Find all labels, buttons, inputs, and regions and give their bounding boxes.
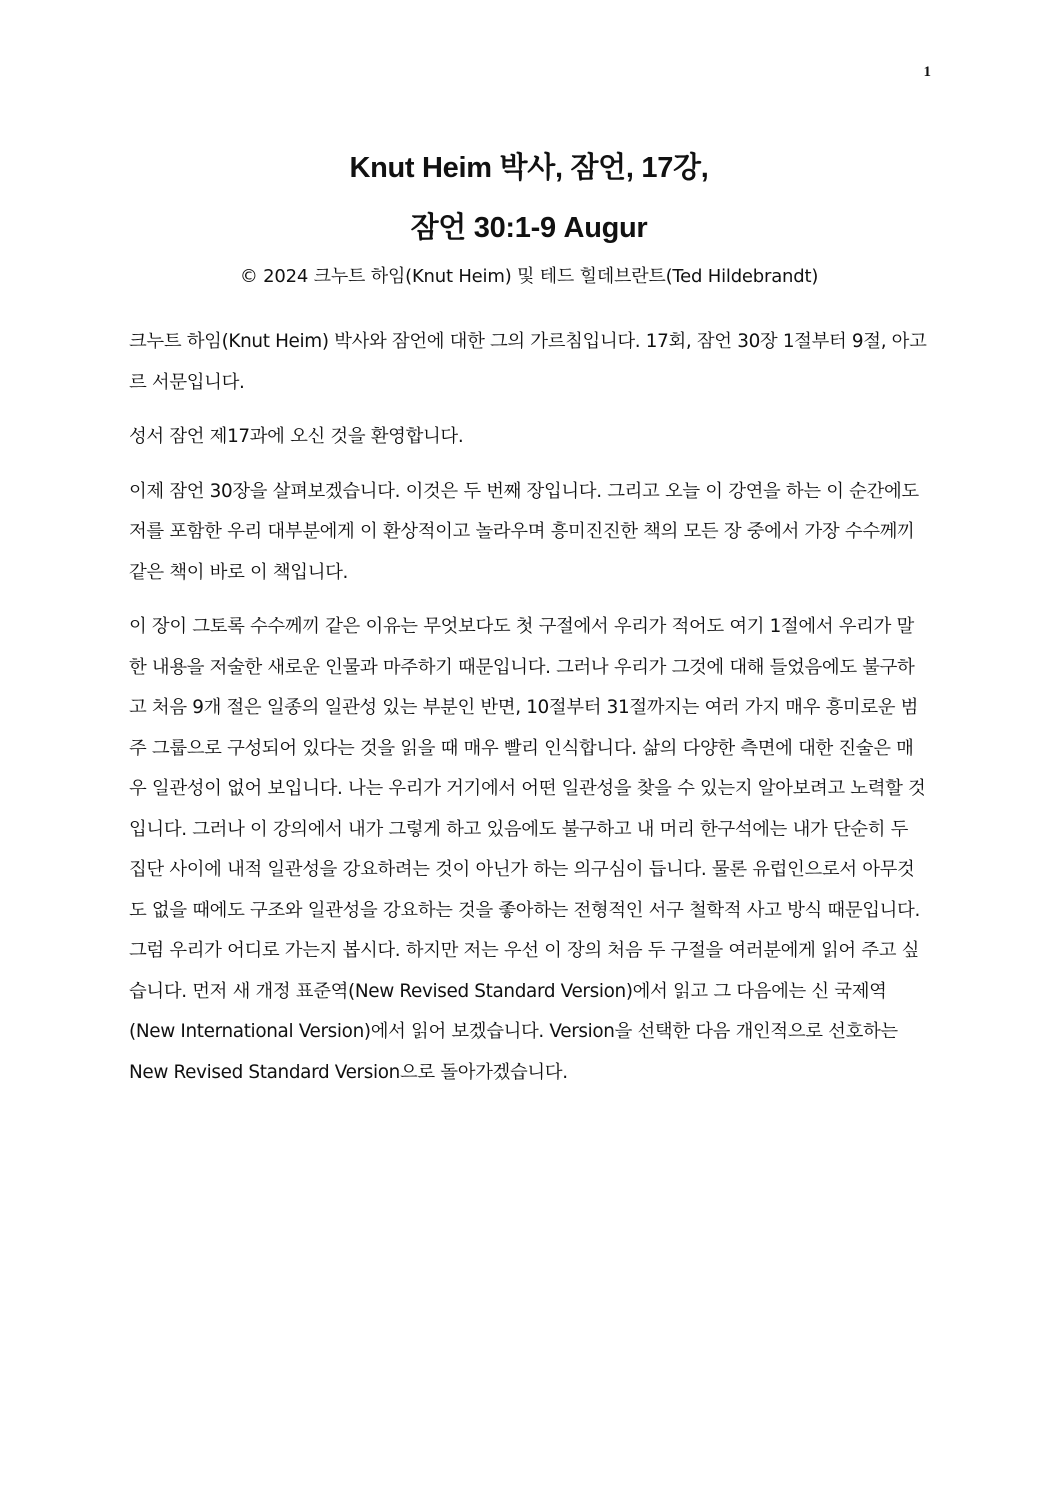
lecture-subtitle: 잠언 30:1-9 Augur	[410, 212, 648, 244]
paragraph-intro: 크누트 하임(Knut Heim) 박사와 잠언에 대한 그의 가르침입니다. 17회, 잠언 30장 1절부터 9절, 아고르 서문입니다.	[129, 331, 927, 393]
lecture-title: Knut Heim 박사, 잠언, 17강,	[349, 152, 709, 184]
transcript-body	[129, 322, 929, 1107]
paragraph-riddle-explanation: 이 장이 그토록 수수께끼 같은 이유는 무엇보다도 첫 구절에서 우리가 적어도 여기 1절에서 우리가 말한 내용을 저술한 새로운 인물과 마주하기 때문입니다. 그러나 우리가 그것에 대해 들었음에도 불구하고 처음 9개 절은 일종의 일관성 있는 부분인 반면, 10절부터 31절까지는 여러 가지 매우 흥미로운 범주 그룹으로 구성되어 있다는 것을 읽을 때 매우 빨리 인식합니다. 삶의 다양한 측면에 대한 진술은 매우 일관성이 없어 보입니다. 나는 우리가 거기에서 어떤 일관성을 찾을 수 있는지 알아보려고 노력할 것입니다. 그러나 이 강의에서 내가 그렇게 하고 있음에도 불구하고 내 머리 한구석에는 내가 단순히 두 집단 사이에 내적 일관성을 강요하려는 것이 아닌가 하는 의구심이 듭니다. 물론 유럽인으로서 아무것도 없을 때에도 구조와 일관성을 강요하는 것을 좋아하는 전형적인 서구 철학적 사고 방식 때문입니다. 그럼 우리가 어디로 가는지 봅시다. 하지만 저는 우선 이 장의 처음 두 구절을 여러분에게 읽어 주고 싶습니다. 먼저 새 개정 표준역(New Revised Standard Version)에서 읽고 그 다음에는 신 국제역(New International Version)에서 읽어 보겠습니다. Version을 선택한 다음 개인적으로 선호하는 New Revised Standard Version으로 돌아가겠습니다.	[129, 616, 926, 1083]
paragraph-chapter-overview: 이제 잠언 30장을 살펴보겠습니다. 이것은 두 번째 장입니다. 그리고 오늘 이 강연을 하는 이 순간에도 저를 포함한 우리 대부분에게 이 환상적이고 놀라우며 흥미진진한 책의 모든 장 중에서 가장 수수께끼 같은 책이 바로 이 책입니다.	[129, 480, 919, 583]
copyright-line: © 2024 크누트 하임(Knut Heim) 및 테드 힐데브란트(Ted Hildebrandt)	[239, 266, 819, 287]
page-number: 1	[923, 64, 931, 80]
paragraph-welcome: 성서 잠언 제17과에 오신 것을 환영합니다.	[129, 426, 464, 447]
